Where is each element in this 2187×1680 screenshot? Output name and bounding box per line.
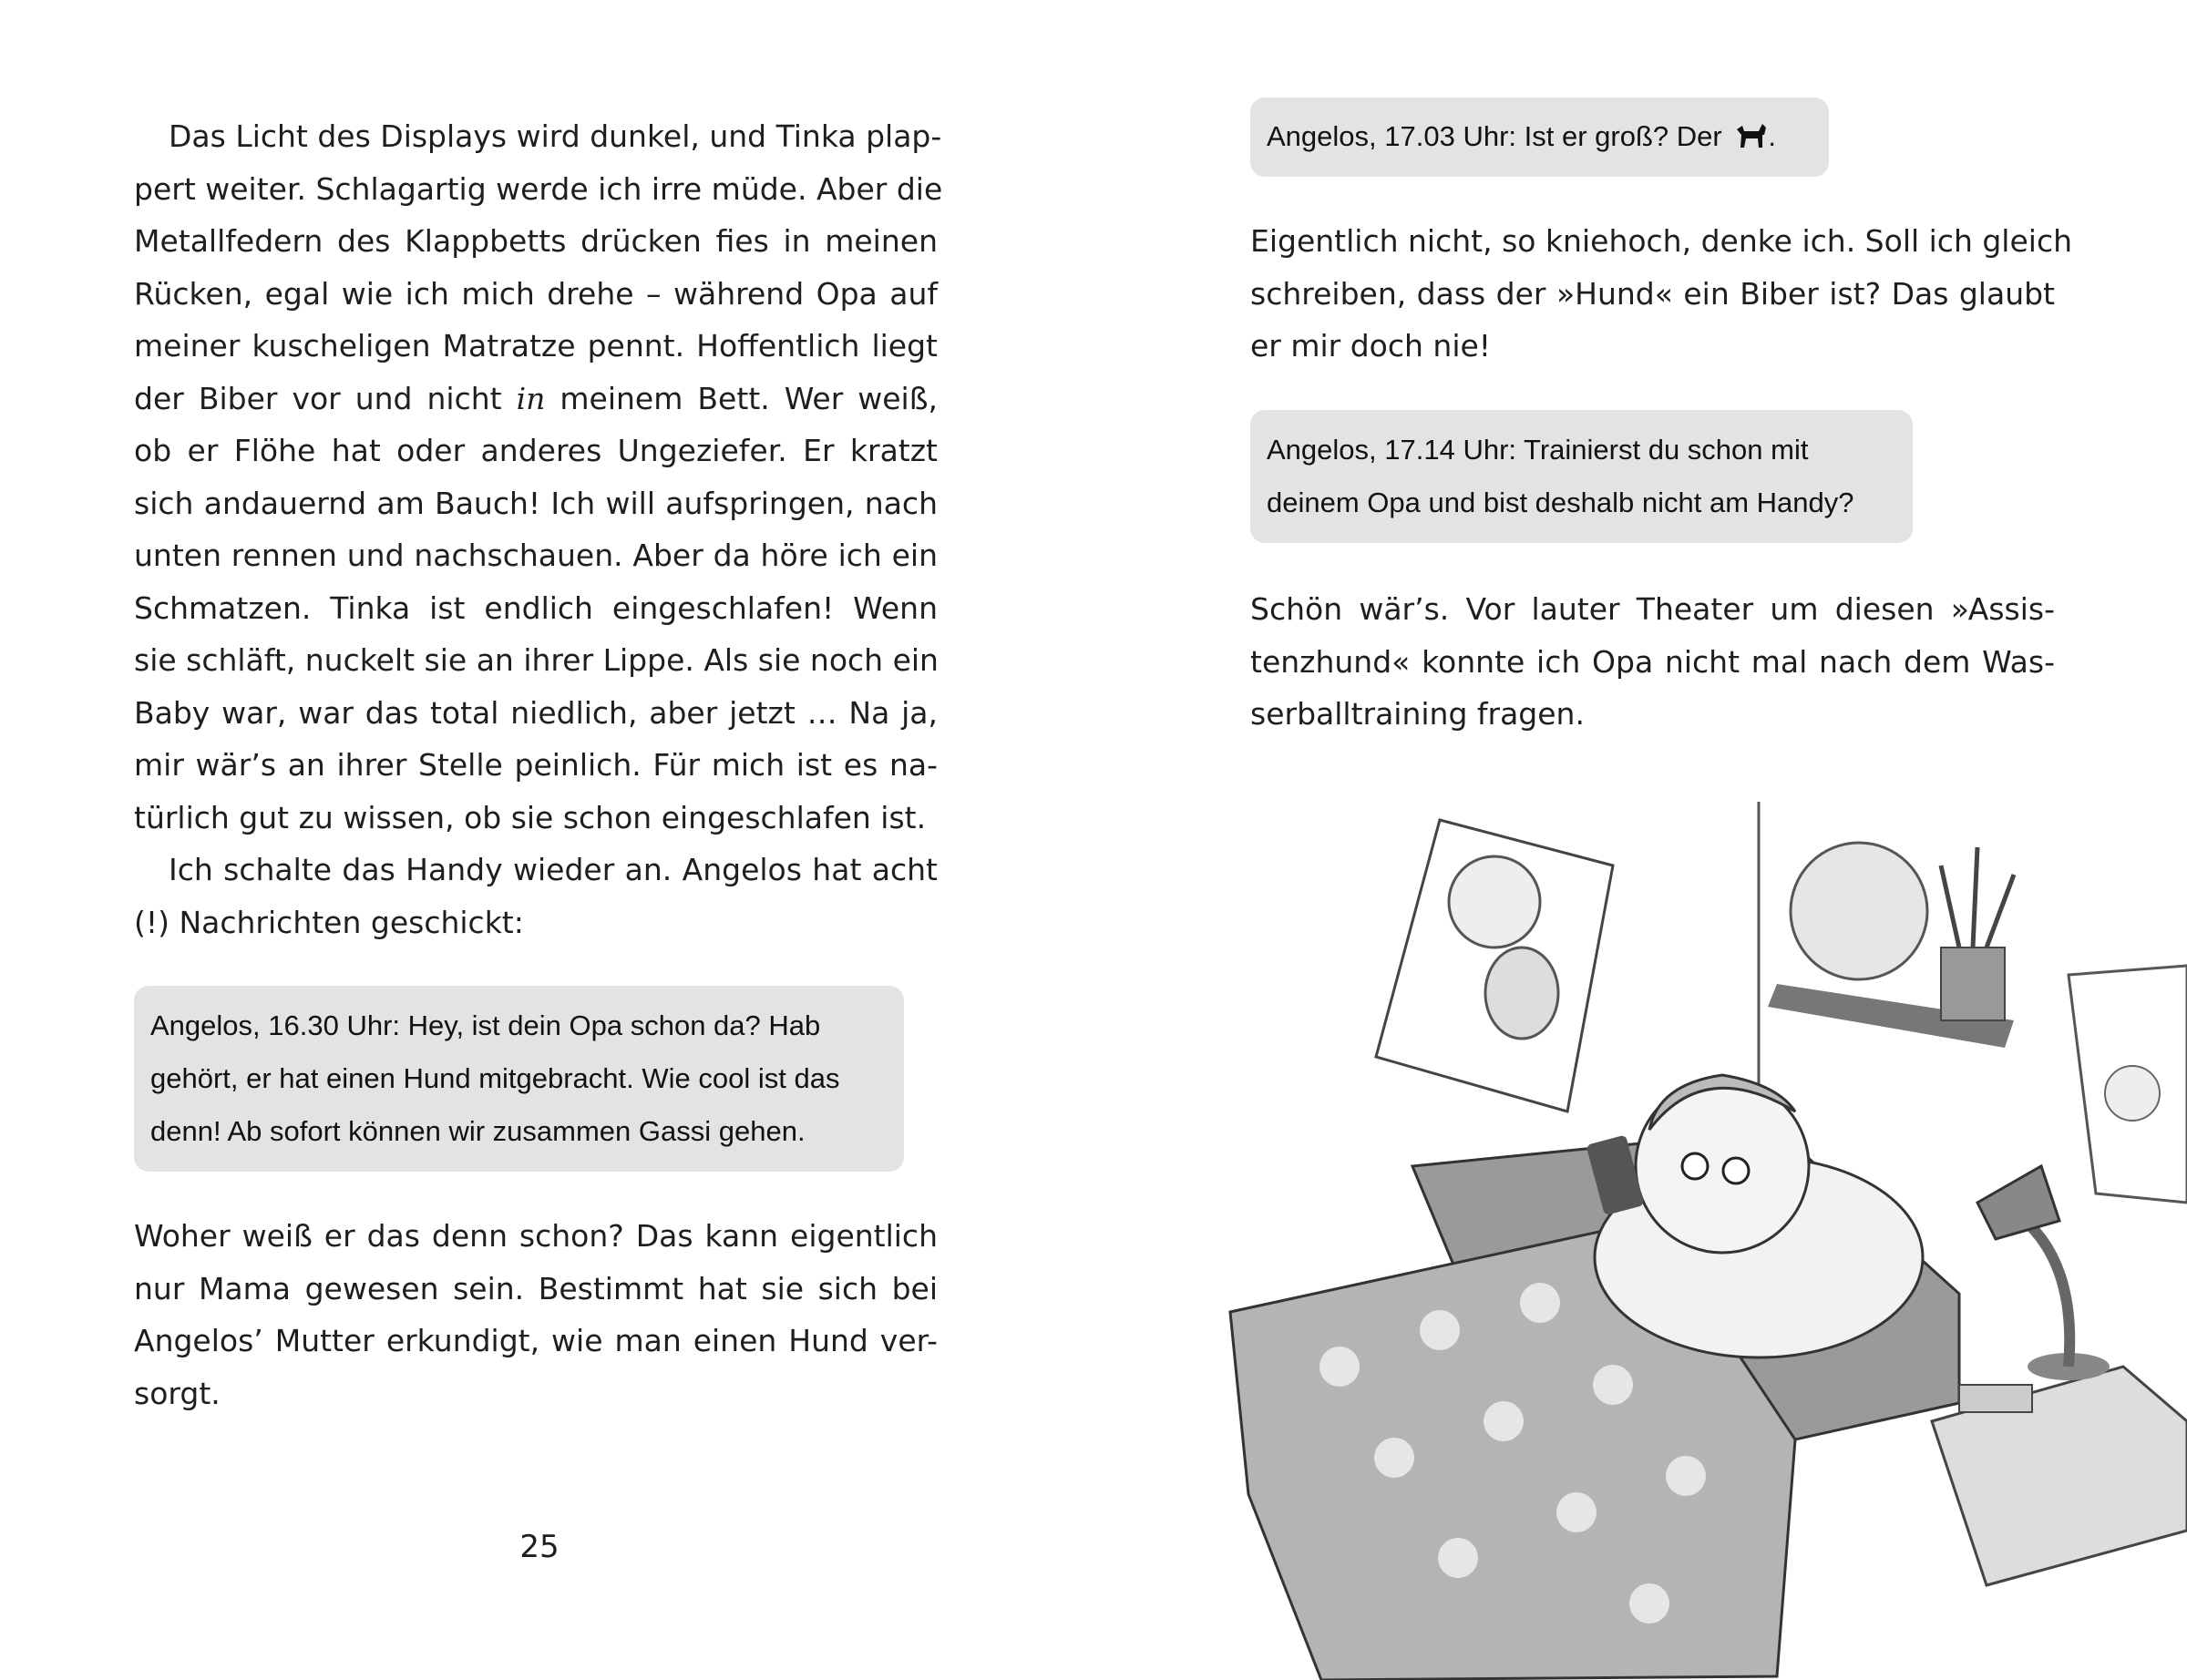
- illustration-boy-in-bed: [1139, 784, 2187, 1680]
- text-line: pert weiter. Schlagartig werde ich irre müde. Aber die: [134, 170, 943, 207]
- text-line: sorgt.: [134, 1375, 221, 1411]
- message-line: [1267, 110, 1812, 163]
- poster-unicorn: [2069, 966, 2187, 1203]
- message-bubble-1703: [1250, 97, 1829, 177]
- right-paragraph-1: [1250, 215, 2073, 373]
- message-text: .: [1768, 120, 1776, 152]
- page-number: 25: [519, 1529, 560, 1565]
- text-line: unten rennen und nachschauen. Aber da höre ich ein: [134, 538, 938, 573]
- nightstand-with-lamp: [1932, 1166, 2187, 1585]
- text-line: meiner kuscheligen Matratze pennt. Hoffentlich liegt: [134, 328, 938, 364]
- text-line: sie schläft, nuckelt sie an ihrer Lippe. Als sie noch ein: [134, 642, 939, 678]
- message-line: Angelos, 17.14 Uhr: Trainierst du schon mit: [1267, 434, 1809, 466]
- text-line: tenzhund« konnte ich Opa nicht mal nach dem Was-: [1250, 643, 2055, 680]
- message-bubble-1630: [134, 986, 904, 1172]
- shelf-with-globe-and-plant: [1768, 843, 2014, 1048]
- text-line: Eigentlich nicht, so kniehoch, denke ich. Soll ich gleich: [1250, 223, 2073, 259]
- message-line: gehört, er hat einen Hund mitgebracht. Wie cool ist das: [150, 1062, 840, 1094]
- text-line: Schön wär’s. Vor lauter Theater um diesen »Assis-: [1250, 591, 2055, 627]
- text-line: Metallfedern des Klappbetts drücken fies in meinen: [134, 223, 938, 259]
- message-line: denn! Ab sofort können wir zusammen Gassi gehen.: [150, 1115, 806, 1147]
- text-line: Baby war, war das total niedlich, aber jetzt … Na ja,: [134, 694, 938, 731]
- text-line: serballtraining fragen.: [1250, 696, 1585, 732]
- text-line: schreiben, dass der »Hund« ein Biber ist? Das glaubt: [1250, 275, 2055, 312]
- text-line: sich andauernd am Bauch! Ich will aufspringen, nach: [134, 485, 938, 521]
- text-line: nur Mama gewesen sein. Bestimmt hat sie sich bei: [134, 1270, 938, 1306]
- left-paragraph-1: [134, 110, 943, 948]
- text-line: Rücken, egal wie ich mich drehe – während Opa auf: [134, 275, 938, 312]
- text-span: meinem Bett. Wer weiß,: [545, 380, 938, 416]
- italic-word: in: [516, 380, 546, 416]
- text-line: (!) Nachrichten geschickt:: [134, 904, 524, 940]
- boy-with-phone: [1586, 1075, 1923, 1357]
- poster-waterpolo: [1376, 820, 1613, 1111]
- message-line: deinem Opa und bist deshalb nicht am Handy?: [1267, 487, 1854, 518]
- text-line: mir wär’s an ihrer Stelle peinlich. Für mich ist es na-: [134, 747, 938, 783]
- message-line: Angelos, 16.30 Uhr: Hey, ist dein Opa schon da? Hab: [150, 1009, 821, 1041]
- text-line: er mir doch nie!: [1250, 328, 1492, 364]
- text-line: Woher weiß er das denn schon? Das kann eigentlich: [134, 1218, 938, 1254]
- text-line: Das Licht des Displays wird dunkel, und Tinka plap-: [169, 118, 942, 154]
- text-line: Schmatzen. Tinka ist endlich eingeschlafen! Wenn: [134, 589, 938, 626]
- message-bubble-1714: [1250, 410, 1913, 543]
- text-line: türlich gut zu wissen, ob sie schon eingeschlafen ist.: [134, 799, 927, 835]
- text-line: Angelos’ Mutter erkundigt, wie man einen Hund ver-: [134, 1323, 938, 1358]
- text-line: [134, 373, 938, 425]
- right-paragraph-2: [1250, 583, 2055, 741]
- message-text: Angelos, 17.03 Uhr: Ist er groß? Der: [1267, 120, 1722, 152]
- text-line: Ich schalte das Handy wieder an. Angelos hat acht: [169, 852, 938, 887]
- dog-icon: [1735, 122, 1768, 149]
- left-paragraph-3: [134, 1210, 938, 1419]
- text-line: ob er Flöhe hat oder anderes Ungeziefer. Er kratzt: [134, 433, 938, 468]
- text-span: der Biber vor und nicht: [134, 380, 517, 416]
